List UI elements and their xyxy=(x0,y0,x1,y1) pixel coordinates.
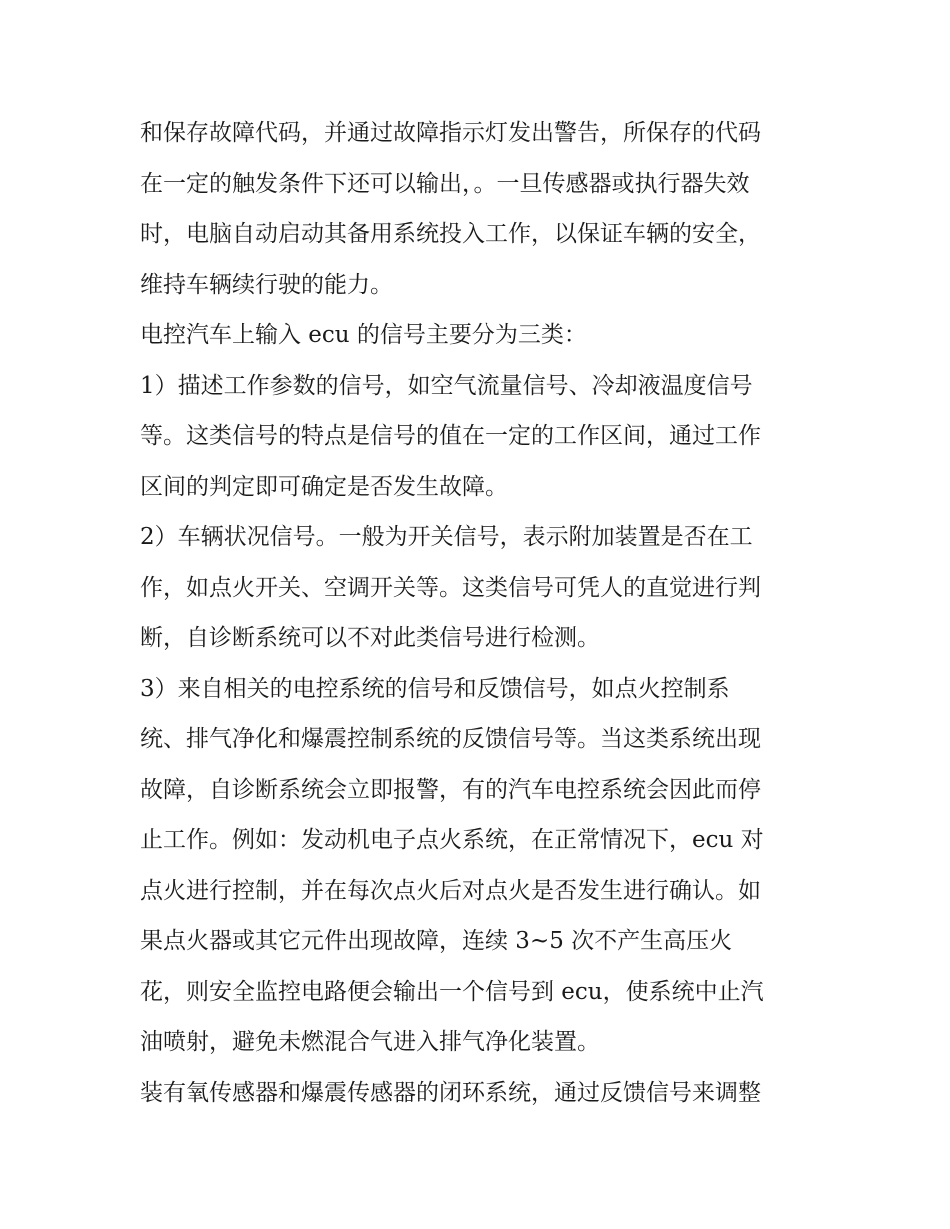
text-line: 油喷射，避免未燃混合气进入排气净化装置。 xyxy=(140,1029,600,1055)
text-line: 和保存故障代码，并通过故障指示灯发出警告，所保存的代码 xyxy=(140,120,761,146)
text-line: 果点火器或其它元件出现故障，连续 3~5 次不产生高压火 xyxy=(140,928,733,954)
text-line: 止工作。例如：发动机电子点火系统，在正常情况下，ecu 对 xyxy=(140,827,764,853)
text-line: 统、排气净化和爆震控制系统的反馈信号等。当这类系统出现 xyxy=(140,726,761,752)
text-line: 断，自诊断系统可以不对此类信号进行检测。 xyxy=(140,625,600,651)
text-line: 在一定的触发条件下还可以输出，。一旦传感器或执行器失效 xyxy=(140,170,750,197)
text-line: 2）车辆状况信号。一般为开关信号，表示附加装置是否在工 xyxy=(140,524,753,550)
text-line: 时，电脑自动启动其备用系统投入工作，以保证车辆的安全， xyxy=(140,221,761,247)
text-line: 点火进行控制，并在每次点火后对点火是否发生进行确认。如 xyxy=(140,877,761,904)
text-line: 维持车辆续行驶的能力。 xyxy=(140,271,393,298)
text-line: 1）描述工作参数的信号，如空气流量信号、冷却液温度信号 xyxy=(140,372,753,399)
text-line: 等。这类信号的特点是信号的值在一定的工作区间，通过工作 xyxy=(140,423,761,449)
text-line: 3）来自相关的电控系统的信号和反馈信号，如点火控制系 xyxy=(140,675,730,702)
text-line: 花，则安全监控电路便会输出一个信号到 ecu，使系统中止汽 xyxy=(140,978,764,1005)
text-line: 电控汽车上输入 ecu 的信号主要分为三类： xyxy=(140,322,587,348)
text-line: 区间的判定即可确定是否发生故障。 xyxy=(140,473,508,500)
text-line: 装有氧传感器和爆震传感器的闭环系统，通过反馈信号来调整 xyxy=(140,1079,761,1106)
document-body xyxy=(140,108,820,1118)
text-line: 作，如点火开关、空调开关等。这类信号可凭人的直觉进行判 xyxy=(140,574,761,601)
text-line: 故障，自诊断系统会立即报警，有的汽车电控系统会因此而停 xyxy=(140,776,761,803)
